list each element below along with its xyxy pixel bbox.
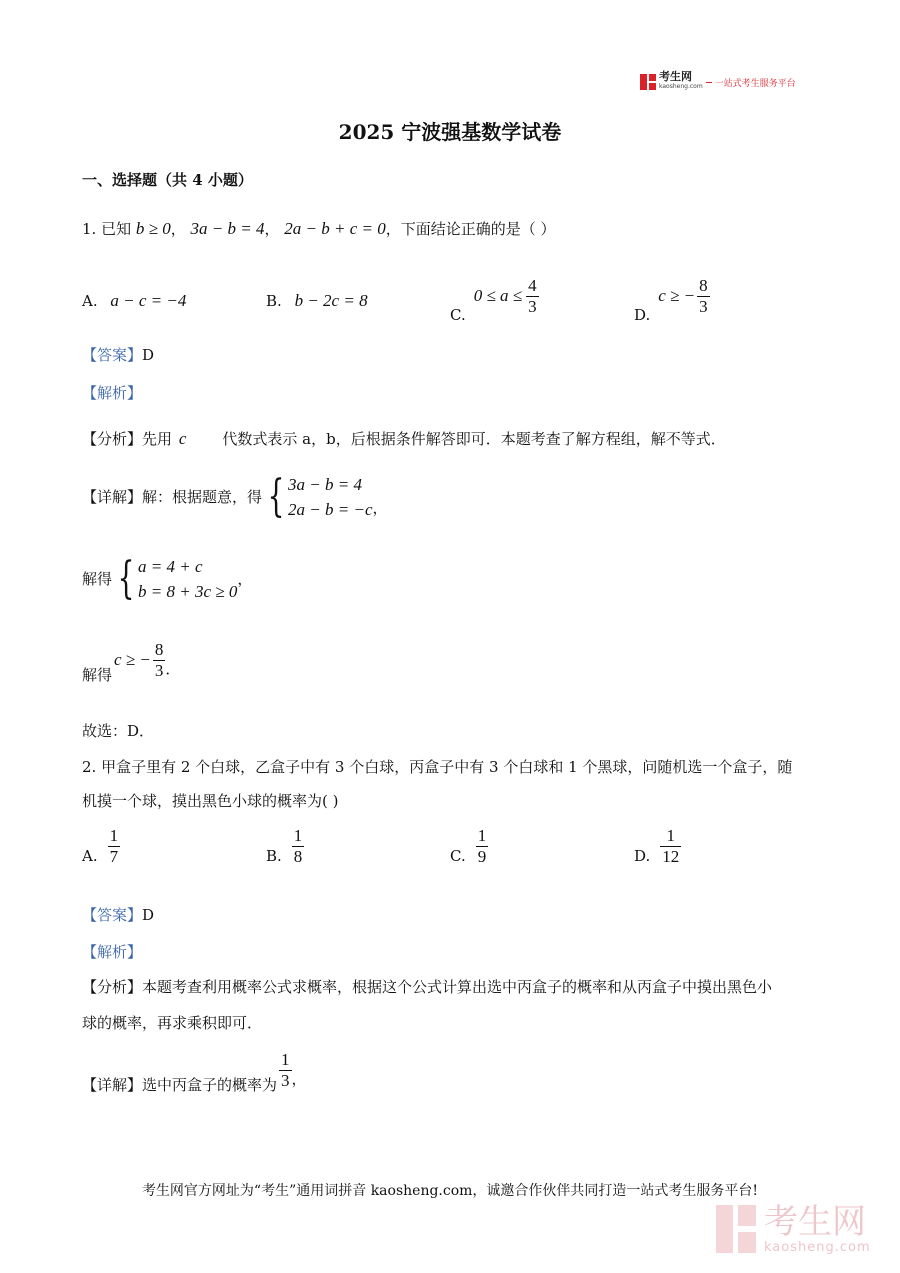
q1-fenxi: 【分析】先用 c 代数式表示 a，b，后根据条件解答即可．本题考查了解方程组，解不等式． xyxy=(82,429,726,448)
q1-result-fraction: $\frac{8}{3}$ xyxy=(154,639,164,680)
q2-fenxi-line1: 【分析】本题考查利用概率公式求概率，根据这个公式计算出选中丙盒子的概率和从丙盒子中摸出黑色小 xyxy=(82,978,773,996)
q1-cond1: b ≥ 0 xyxy=(135,219,171,238)
q2-option-d: D. $\frac{1}{12}$ xyxy=(634,826,680,866)
q1-final: 故选：D． xyxy=(82,722,155,740)
watermark xyxy=(716,1203,871,1255)
q2-option-b: B. $\frac{1}{8}$ xyxy=(266,826,303,866)
logo-divider xyxy=(706,82,712,83)
q1-cond2: 3a − b = 4 xyxy=(190,219,265,238)
q1-xiangjie: 【详解】 解：根据题意，得 { 3a − b = 4 2a − b = −c ， xyxy=(82,471,388,522)
q1-solve-1: 解得 { a = 4 + c b = 8 + 3c ≥ 0 ， xyxy=(82,553,253,604)
watermark-domain: kaosheng.com xyxy=(764,1240,871,1255)
q1-analysis-tag: 【解析】 xyxy=(82,384,143,402)
section-heading: 一、选择题（共 4 小题） xyxy=(82,171,253,189)
logo-icon xyxy=(640,74,656,90)
q1-option-d-fraction: $\frac{8}{3}$ xyxy=(699,275,708,316)
logo-domain: kaosheng.com xyxy=(659,83,703,90)
watermark-logo-icon xyxy=(716,1205,756,1253)
q1-system-2: { a = 4 + c b = 8 + 3c ≥ 0 xyxy=(117,553,238,604)
q1-system-1: { 3a − b = 4 2a − b = −c xyxy=(267,471,373,522)
header-logo xyxy=(640,72,796,92)
q2-fenxi-line2: 球的概率，再求乘积即可． xyxy=(82,1014,263,1032)
q2-probability-fraction: $\frac{1}{3}$ xyxy=(281,1049,290,1090)
q1-solve-2: 解得 c ≥ − $\frac{8}{3}$ ． xyxy=(82,639,181,684)
q2-answer: 【答案】D xyxy=(82,906,155,924)
page-title: 2025 宁波强基数学试卷 xyxy=(338,120,562,144)
q1-cond3: 2a − b + c = 0 xyxy=(284,219,386,238)
q2-option-a: A. $\frac{1}{7}$ xyxy=(82,826,119,866)
logo-slogan: 一站式考生服务平台 xyxy=(714,78,796,89)
q2-analysis-tag: 【解析】 xyxy=(82,943,143,961)
logo-text: 考生网 xyxy=(659,70,692,83)
q1-option-c: C. 0 ≤ a ≤ $\frac{4}{3}$ xyxy=(450,275,537,324)
q1-option-d: D. c ≥ − $\frac{8}{3}$ xyxy=(634,275,708,324)
q1-answer: 【答案】D xyxy=(82,346,155,364)
q2-option-c: C. $\frac{1}{9}$ xyxy=(450,826,487,866)
watermark-text: 考生网 xyxy=(764,1202,866,1242)
q1-option-b: B. b − 2c = 8 xyxy=(266,291,368,310)
q2-xiangjie: 【详解】 选中丙盒子的概率为 $\frac{1}{3}$ ， xyxy=(82,1049,307,1094)
q1-option-a: A. a − c = −4 xyxy=(82,291,187,310)
page-footer: 考生网官方网址为“考生”通用词拼音 kaosheng.com，诚邀合作伙伴共同打造一站式考生服务平台! xyxy=(141,1183,759,1199)
q1-stem: 1. 已知 b ≥ 0， 3a − b = 4， 2a − b + c = 0，下面结论正确的是（ ） xyxy=(82,219,556,238)
q1-option-c-fraction: $\frac{4}{3}$ xyxy=(528,275,537,316)
q2-stem-line2: 机摸一个球，摸出黑色小球的概率为( ) xyxy=(82,792,339,810)
q2-stem-line1: 2. 甲盒子里有 2 个白球，乙盒子中有 3 个白球，丙盒子中有 3 个白球和 1 个黑球，问随机选一个盒子，随 xyxy=(82,758,793,776)
